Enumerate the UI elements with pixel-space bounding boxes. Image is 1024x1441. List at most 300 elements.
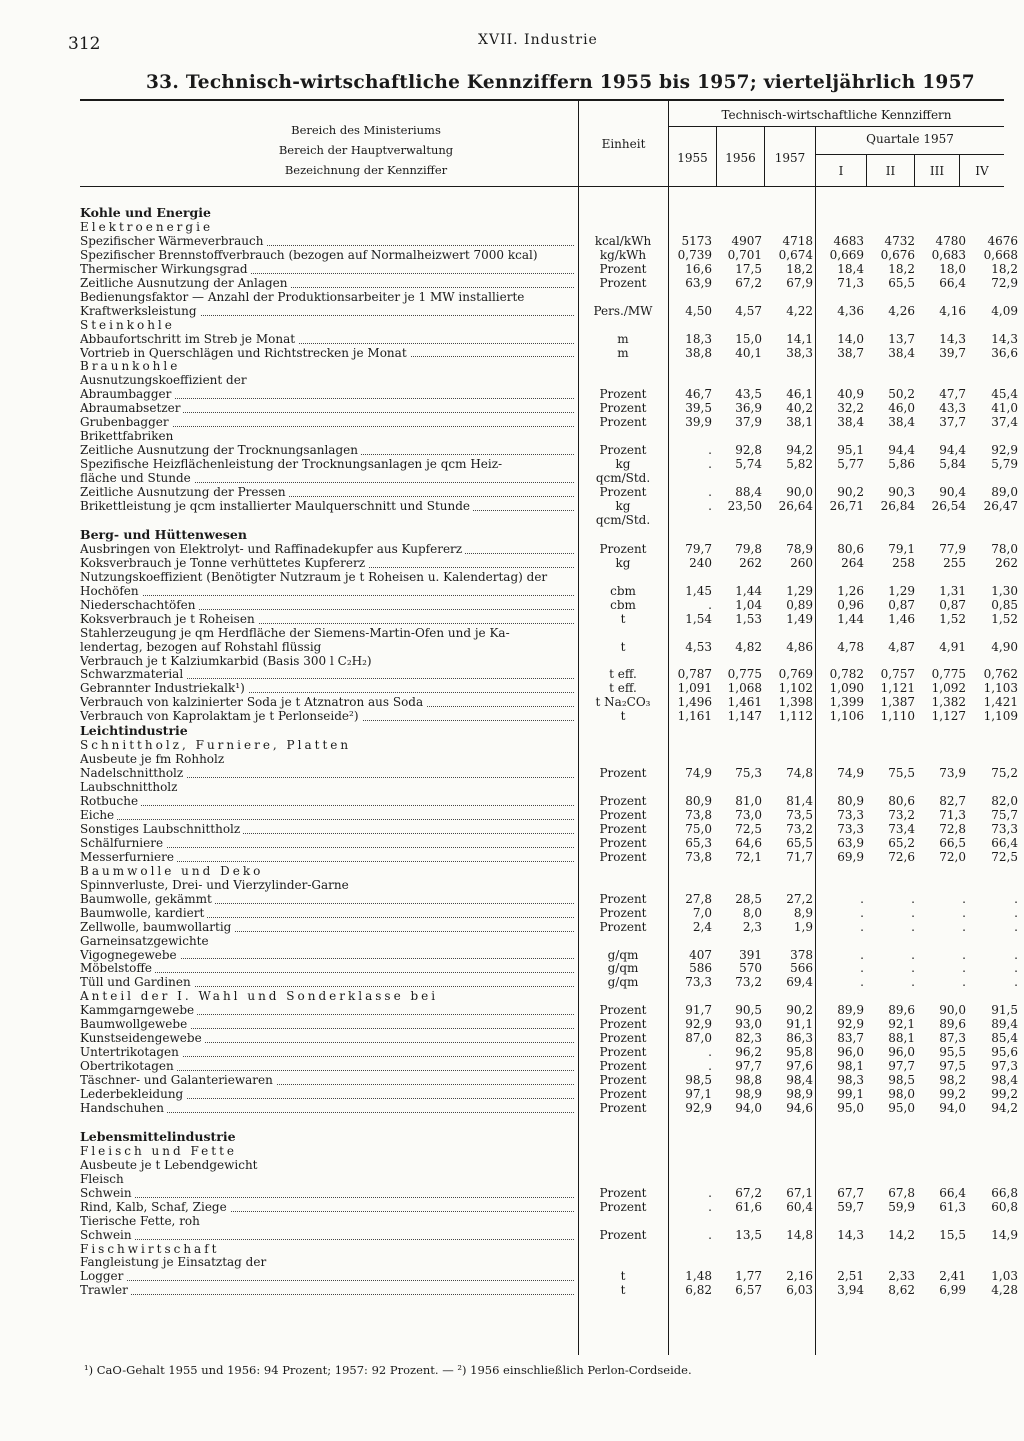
- row-label: [80, 374, 578, 388]
- value-cell: [919, 571, 970, 585]
- value-cell: 81,0: [735, 795, 762, 809]
- row-label: [80, 627, 578, 641]
- value-cell: 38,3: [786, 346, 813, 360]
- value-cell: 1,106: [829, 710, 864, 724]
- value-cell: 75,0: [685, 822, 712, 836]
- value-cell: [766, 935, 817, 949]
- leader-dots: [80, 1239, 574, 1240]
- table-row: [80, 305, 1022, 319]
- value-cell: 378: [790, 948, 813, 962]
- value-cell: [970, 753, 1022, 767]
- table-row: [80, 514, 1022, 528]
- row-label: [80, 1046, 578, 1060]
- value-cell: [919, 1215, 970, 1229]
- row-label-text: Eiche: [80, 809, 117, 822]
- value-cell: 46,7: [685, 388, 712, 402]
- value-cell: .: [860, 976, 864, 990]
- table-row: [80, 1284, 1022, 1298]
- value-cell: 14,8: [786, 1228, 813, 1242]
- value-cell: 2,51: [837, 1270, 864, 1284]
- table-row: [80, 976, 1022, 990]
- table-row: [80, 291, 1022, 305]
- value-cell: 37,9: [735, 416, 762, 430]
- value-cell: .: [860, 962, 864, 976]
- value-cell: 1,068: [727, 682, 762, 696]
- row-label-text: Fleisch: [80, 1173, 127, 1186]
- unit-cell: [578, 865, 668, 879]
- row-label-text: Grubenbagger: [80, 416, 172, 429]
- value-cell: 1,496: [677, 696, 712, 710]
- unit-cell: Prozent: [599, 1032, 647, 1046]
- value-cell: [817, 1145, 868, 1159]
- value-cell: [970, 430, 1022, 444]
- value-cell: 98,4: [991, 1074, 1018, 1088]
- value-cell: 72,6: [888, 850, 915, 864]
- row-label-text: Abraumabsetzer: [80, 402, 183, 415]
- unit-cell: t eff.: [609, 682, 637, 696]
- table-row: [80, 753, 1022, 767]
- value-cell: .: [708, 444, 712, 458]
- table-row: [80, 333, 1022, 347]
- value-cell: [919, 1159, 970, 1173]
- row-label-text: Sonstiges Laubschnittholz: [80, 823, 243, 836]
- value-cell: [668, 571, 716, 585]
- table-row: [80, 921, 1022, 935]
- value-cell: [716, 1145, 766, 1159]
- value-cell: 3,94: [837, 1284, 864, 1298]
- value-cell: 50,2: [888, 388, 915, 402]
- value-cell: [970, 1145, 1022, 1159]
- value-cell: 258: [892, 556, 915, 570]
- value-cell: [817, 655, 868, 669]
- table-row: [80, 641, 1022, 655]
- value-cell: [817, 430, 868, 444]
- value-cell: [970, 1215, 1022, 1229]
- row-label: [80, 430, 578, 444]
- value-cell: [868, 753, 919, 767]
- row-label-text: Rotbuche: [80, 795, 141, 808]
- page-number: 312: [68, 34, 101, 54]
- value-cell: 89,6: [888, 1004, 915, 1018]
- value-cell: 92,8: [735, 444, 762, 458]
- value-cell: 0,701: [727, 248, 762, 262]
- table-row: [80, 599, 1022, 613]
- value-cell: 1,26: [837, 584, 864, 598]
- row-label-text: Spezifische Heizflächenleistung der Trocknungsanlagen je qcm Heiz-: [80, 458, 505, 471]
- table-row: [80, 1032, 1022, 1046]
- unit-cell: [578, 319, 668, 333]
- table-row: [80, 710, 1022, 724]
- value-cell: 1,091: [677, 682, 712, 696]
- value-cell: 1,103: [983, 682, 1018, 696]
- header-year-1956: 1956: [725, 151, 756, 165]
- value-cell: 1,161: [677, 710, 712, 724]
- value-cell: [970, 990, 1022, 1004]
- value-cell: [766, 571, 817, 585]
- value-cell: 23,50: [727, 500, 762, 514]
- value-cell: [716, 627, 766, 641]
- value-cell: 88,1: [888, 1032, 915, 1046]
- row-label: [80, 500, 578, 514]
- header-quarter-4: IV: [975, 164, 989, 178]
- table-row: [80, 263, 1022, 277]
- value-cell: [868, 1159, 919, 1173]
- unit-cell: Prozent: [599, 262, 647, 276]
- value-cell: .: [1014, 976, 1018, 990]
- table-row: [80, 360, 1022, 374]
- row-label-text: Berg- und Hüttenwesen: [80, 528, 250, 542]
- value-cell: [868, 221, 919, 235]
- unit-cell: Prozent: [599, 767, 647, 781]
- table-row: [80, 613, 1022, 627]
- value-cell: .: [1014, 906, 1018, 920]
- unit-cell: Prozent: [599, 486, 647, 500]
- row-label: [80, 710, 578, 724]
- value-cell: .: [911, 892, 915, 906]
- table-row: [80, 1270, 1022, 1284]
- value-cell: 77,9: [939, 542, 966, 556]
- value-cell: 8,62: [888, 1284, 915, 1298]
- value-cell: [716, 374, 766, 388]
- value-cell: [868, 627, 919, 641]
- value-cell: 71,7: [786, 850, 813, 864]
- value-cell: 79,7: [685, 542, 712, 556]
- value-cell: [716, 319, 766, 333]
- rule-under-kennziffern: [668, 126, 1004, 127]
- value-cell: 66,4: [939, 276, 966, 290]
- row-label: [80, 444, 578, 458]
- row-label: [80, 347, 578, 361]
- row-label-text: Leichtindustrie: [80, 724, 191, 738]
- value-cell: 80,9: [685, 795, 712, 809]
- value-cell: [868, 1116, 919, 1130]
- value-cell: [766, 472, 817, 486]
- value-cell: .: [708, 1186, 712, 1200]
- row-label-text: Obertrikotagen: [80, 1060, 177, 1073]
- value-cell: 63,9: [837, 836, 864, 850]
- value-cell: 59,9: [888, 1200, 915, 1214]
- value-cell: [766, 1116, 817, 1130]
- row-label: [80, 962, 578, 976]
- value-cell: [766, 879, 817, 893]
- value-cell: 26,47: [983, 500, 1018, 514]
- value-cell: [970, 1243, 1022, 1257]
- value-cell: 94,6: [786, 1102, 813, 1115]
- value-cell: 94,4: [939, 444, 966, 458]
- table-row: [80, 1256, 1022, 1270]
- value-cell: [868, 724, 919, 739]
- value-cell: 1,04: [735, 598, 762, 612]
- value-cell: 1,53: [735, 612, 762, 626]
- row-label: [80, 263, 578, 277]
- chapter-header: XVII. Industrie: [478, 32, 598, 48]
- value-cell: [766, 319, 817, 333]
- table-row: [80, 851, 1022, 865]
- table-row: [80, 1088, 1022, 1102]
- value-cell: [766, 291, 817, 305]
- table-row: [80, 206, 1022, 221]
- unit-cell: [578, 430, 668, 444]
- table-row: [80, 1102, 1022, 1116]
- value-cell: 81,4: [786, 795, 813, 809]
- row-label: [80, 682, 578, 696]
- value-cell: [817, 319, 868, 333]
- value-cell: 98,4: [786, 1074, 813, 1088]
- table-row: [80, 571, 1022, 585]
- value-cell: 1,30: [991, 584, 1018, 598]
- value-cell: 40,1: [735, 346, 762, 360]
- value-cell: [716, 472, 766, 486]
- value-cell: 1,49: [786, 612, 813, 626]
- row-label-text: Kunstseidengewebe: [80, 1032, 205, 1045]
- row-label: [80, 879, 578, 893]
- value-cell: 391: [739, 948, 762, 962]
- table-row: [80, 823, 1022, 837]
- row-label: [80, 907, 578, 921]
- unit-cell: Prozent: [599, 808, 647, 822]
- value-cell: [716, 291, 766, 305]
- value-cell: 1,52: [991, 612, 1018, 626]
- table-row: [80, 879, 1022, 893]
- value-cell: [970, 1173, 1022, 1187]
- value-cell: [868, 781, 919, 795]
- unit-cell: m: [617, 332, 629, 346]
- value-cell: 73,3: [837, 822, 864, 836]
- value-cell: [668, 753, 716, 767]
- table-row: [80, 444, 1022, 458]
- value-cell: [668, 472, 716, 486]
- value-cell: 27,2: [786, 892, 813, 906]
- value-cell: 65,5: [786, 836, 813, 850]
- value-cell: [817, 1243, 868, 1257]
- value-cell: 2,41: [939, 1270, 966, 1284]
- value-cell: [766, 627, 817, 641]
- row-label: [80, 976, 578, 990]
- value-cell: [919, 1116, 970, 1130]
- unit-cell: Prozent: [599, 822, 647, 836]
- value-cell: 91,5: [991, 1004, 1018, 1018]
- value-cell: 66,5: [939, 836, 966, 850]
- value-cell: 85,4: [991, 1032, 1018, 1046]
- value-cell: [970, 1130, 1022, 1145]
- value-cell: [668, 319, 716, 333]
- value-cell: .: [860, 948, 864, 962]
- value-cell: 75,7: [991, 808, 1018, 822]
- value-cell: 69,4: [786, 976, 813, 990]
- value-cell: 73,8: [685, 850, 712, 864]
- table-row: [80, 696, 1022, 710]
- value-cell: 0,683: [931, 248, 966, 262]
- value-cell: 1,77: [735, 1270, 762, 1284]
- value-cell: 73,3: [991, 822, 1018, 836]
- value-cell: 407: [689, 948, 712, 962]
- value-cell: 2,33: [888, 1270, 915, 1284]
- value-cell: [766, 1145, 817, 1159]
- row-label-text: Schwein: [80, 1187, 135, 1200]
- value-cell: [817, 221, 868, 235]
- value-cell: [716, 1116, 766, 1130]
- value-cell: [817, 571, 868, 585]
- value-cell: [919, 990, 970, 1004]
- row-label: [80, 249, 578, 263]
- value-cell: 38,4: [888, 416, 915, 430]
- value-cell: 0,87: [888, 598, 915, 612]
- leader-dots: [80, 595, 574, 596]
- value-cell: [716, 990, 766, 1004]
- unit-cell: [578, 1130, 668, 1145]
- value-cell: [970, 221, 1022, 235]
- value-cell: 46,0: [888, 402, 915, 416]
- value-cell: 0,775: [727, 668, 762, 682]
- table-row: [80, 416, 1022, 430]
- unit-cell: [578, 990, 668, 1004]
- value-cell: [970, 739, 1022, 753]
- value-cell: 1,110: [880, 710, 915, 724]
- value-cell: 91,1: [786, 1018, 813, 1032]
- value-cell: [716, 206, 766, 221]
- row-label-text: Spezifischer Brennstoffverbrauch (bezogen auf Normalheizwert 7000 kcal): [80, 249, 541, 262]
- table-row: [80, 1018, 1022, 1032]
- row-label-text: fläche und Stunde: [80, 472, 194, 485]
- row-label-text: Elektroenergie: [80, 221, 216, 234]
- value-cell: [817, 879, 868, 893]
- value-cell: 82,0: [991, 795, 1018, 809]
- leader-dots: [80, 1197, 574, 1198]
- unit-cell: [578, 1145, 668, 1159]
- value-cell: 92,9: [991, 444, 1018, 458]
- value-cell: 86,3: [786, 1032, 813, 1046]
- value-cell: [766, 430, 817, 444]
- value-cell: [716, 571, 766, 585]
- row-label-text: Nadelschnittholz: [80, 767, 186, 780]
- row-label: [80, 388, 578, 402]
- value-cell: .: [962, 892, 966, 906]
- row-label-text: Fangleistung je Einsatztag der: [80, 1256, 269, 1269]
- value-cell: .: [911, 948, 915, 962]
- value-cell: [919, 627, 970, 641]
- value-cell: [970, 1159, 1022, 1173]
- value-cell: [919, 781, 970, 795]
- unit-cell: Prozent: [599, 836, 647, 850]
- row-label-text: Rind, Kalb, Schaf, Ziege: [80, 1201, 230, 1214]
- header-bereich-2: Bereich der Hauptverwaltung: [278, 143, 454, 157]
- value-cell: 75,2: [991, 767, 1018, 781]
- row-label: [80, 585, 578, 599]
- value-cell: [668, 739, 716, 753]
- unit-cell: kg: [615, 500, 631, 514]
- value-cell: 96,0: [888, 1046, 915, 1060]
- value-cell: .: [860, 892, 864, 906]
- value-cell: [817, 990, 868, 1004]
- value-cell: 66,4: [991, 836, 1018, 850]
- row-label: [80, 1074, 578, 1088]
- value-cell: [868, 374, 919, 388]
- table-row: [80, 1173, 1022, 1187]
- row-label-text: Braunkohle: [80, 360, 183, 373]
- value-cell: 41,0: [991, 402, 1018, 416]
- value-cell: [868, 571, 919, 585]
- value-cell: 71,3: [837, 276, 864, 290]
- value-cell: 7,0: [692, 906, 712, 920]
- value-cell: [668, 1215, 716, 1229]
- value-cell: 26,64: [778, 500, 813, 514]
- row-label: [80, 1032, 578, 1046]
- unit-cell: [578, 627, 668, 641]
- row-label: [80, 1018, 578, 1032]
- value-cell: 60,4: [786, 1200, 813, 1214]
- leader-dots: [80, 1294, 574, 1295]
- table-row: [80, 528, 1022, 543]
- value-cell: .: [708, 500, 712, 514]
- unit-cell: [578, 1215, 668, 1229]
- row-label-text: [80, 1116, 83, 1129]
- value-cell: [868, 865, 919, 879]
- value-cell: 39,7: [939, 346, 966, 360]
- row-label: [80, 486, 578, 500]
- row-label-text: Fleisch und Fette: [80, 1145, 240, 1158]
- value-cell: 1,461: [727, 696, 762, 710]
- row-label-text: Baumwolle und Deko: [80, 865, 266, 878]
- value-cell: 14,9: [991, 1228, 1018, 1242]
- table-row: [80, 1243, 1022, 1257]
- table-row: [80, 907, 1022, 921]
- value-cell: 61,6: [735, 1200, 762, 1214]
- value-cell: .: [708, 486, 712, 500]
- unit-cell: Prozent: [599, 1060, 647, 1074]
- value-cell: [817, 291, 868, 305]
- value-cell: 1,112: [778, 710, 813, 724]
- value-cell: 1,147: [727, 710, 762, 724]
- value-cell: 4780: [935, 234, 966, 248]
- table-row: [80, 781, 1022, 795]
- value-cell: 18,2: [786, 262, 813, 276]
- row-label-text: Verbrauch von Kaprolaktam je t Perlonseide²): [80, 710, 362, 723]
- value-cell: 4,16: [939, 304, 966, 318]
- value-cell: 73,3: [685, 976, 712, 990]
- value-cell: 96,2: [735, 1046, 762, 1060]
- value-cell: 99,2: [939, 1088, 966, 1102]
- value-cell: 87,3: [939, 1032, 966, 1046]
- value-cell: .: [1014, 962, 1018, 976]
- value-cell: 89,9: [837, 1004, 864, 1018]
- row-label: [80, 823, 578, 837]
- table-row: [80, 500, 1022, 514]
- value-cell: [766, 1256, 817, 1270]
- value-cell: 6,82: [685, 1284, 712, 1298]
- indicator-table: [80, 206, 1022, 1298]
- group-heading: [80, 360, 578, 374]
- row-label-text: Thermischer Wirkungsgrad: [80, 263, 251, 276]
- section-heading: [80, 206, 578, 221]
- header-year-1957: 1957: [774, 151, 806, 165]
- value-cell: [817, 1173, 868, 1187]
- unit-cell: Prozent: [599, 1074, 647, 1088]
- value-cell: 28,5: [735, 892, 762, 906]
- row-label-text: Vortrieb in Querschlägen und Richtstrecken je Monat: [80, 347, 410, 360]
- value-cell: 66,8: [991, 1186, 1018, 1200]
- value-cell: [970, 935, 1022, 949]
- row-label: [80, 1173, 578, 1187]
- value-cell: 1,29: [786, 584, 813, 598]
- row-label: [80, 277, 578, 291]
- row-label-text: Zeitliche Ausnutzung der Pressen: [80, 486, 289, 499]
- unit-cell: t: [620, 710, 626, 724]
- unit-cell: t Na₂CO₃: [595, 696, 651, 710]
- row-label: [80, 1159, 578, 1173]
- value-cell: .: [911, 920, 915, 934]
- unit-cell: qcm/Std.: [595, 472, 651, 486]
- row-label: [80, 851, 578, 865]
